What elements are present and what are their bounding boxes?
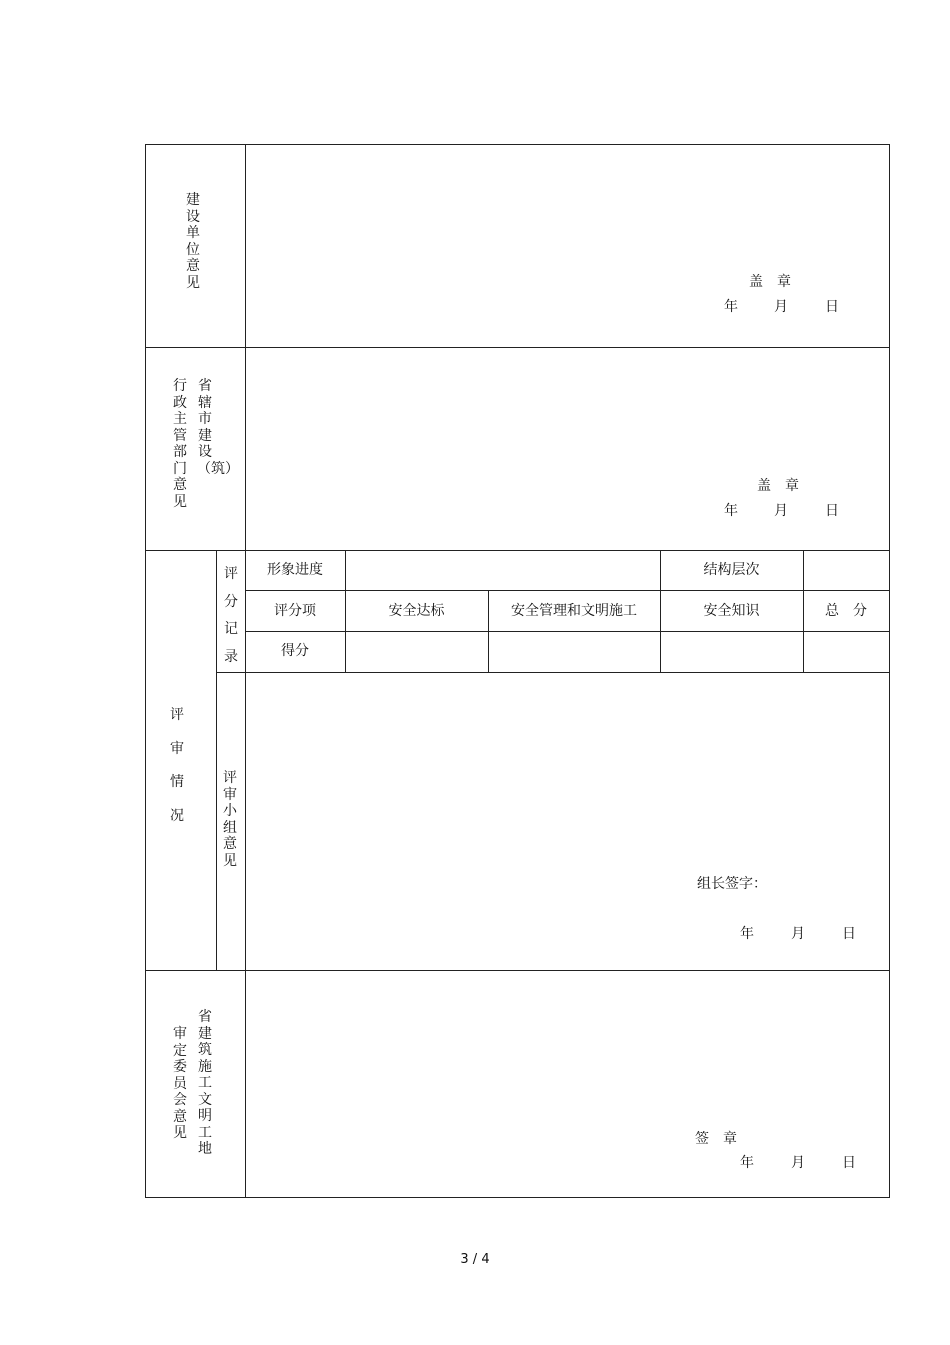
construction-unit-date-year: 年 [724,299,738,315]
score-header-safety-knowledge: 安全知识 [703,603,760,619]
committee-stamp: 签 章 [695,1131,737,1147]
review-date-year: 年 [740,926,754,942]
review-date-month: 月 [791,926,805,942]
review-panel-label: 评审小组意见 [223,770,237,869]
score-header-safety-standard: 安全达标 [388,603,445,619]
divider-3 [145,970,890,971]
committee-date-day: 日 [842,1155,856,1171]
leader-signature: 组长签字： [697,876,767,892]
border-left [145,144,146,1198]
score-header-safety-management: 安全管理和文明施工 [511,603,637,619]
structure-label: 结构层次 [703,562,760,578]
admin-dept-label-col2: 省辖市建设（筑） [197,378,239,477]
page-number: 3 / 4 [460,1252,490,1267]
score-record-label: 评分记录 [224,566,238,665]
review-label: 评审情况 [170,707,184,824]
progress-label: 形象进度 [267,562,323,578]
score-item-header: 评分项 [274,603,316,619]
committee-label-col2: 省建筑施工文明工地 [198,1009,212,1157]
construction-unit-date-month: 月 [774,299,788,315]
committee-date-month: 月 [791,1155,805,1171]
score-row-divider-1 [245,590,890,591]
border-bottom [145,1197,890,1198]
committee-date-year: 年 [740,1155,754,1171]
evaluation-form [145,144,890,1198]
construction-unit-stamp: 盖 章 [749,274,791,290]
admin-dept-date-month: 月 [774,503,788,519]
committee-label-col1: 审定委员会意见 [173,1026,187,1141]
border-top [145,144,890,145]
construction-unit-date-day: 日 [825,299,839,315]
border-right [889,144,890,1198]
review-date-day: 日 [842,926,856,942]
score-header-total: 总 分 [825,603,867,619]
construction-unit-label: 建设单位意见 [186,192,200,291]
admin-dept-stamp: 盖 章 [757,478,799,494]
score-row-label: 得分 [281,643,309,659]
label-column-divider [245,144,246,1198]
divider-2 [145,550,890,551]
divider-1 [145,347,890,348]
score-panel-divider [216,672,890,673]
score-row-divider-2 [245,631,890,632]
admin-dept-date-year: 年 [724,503,738,519]
review-sub-divider [216,550,217,970]
admin-dept-date-day: 日 [825,503,839,519]
admin-dept-label-col1: 行政主管部门意见 [173,378,187,510]
